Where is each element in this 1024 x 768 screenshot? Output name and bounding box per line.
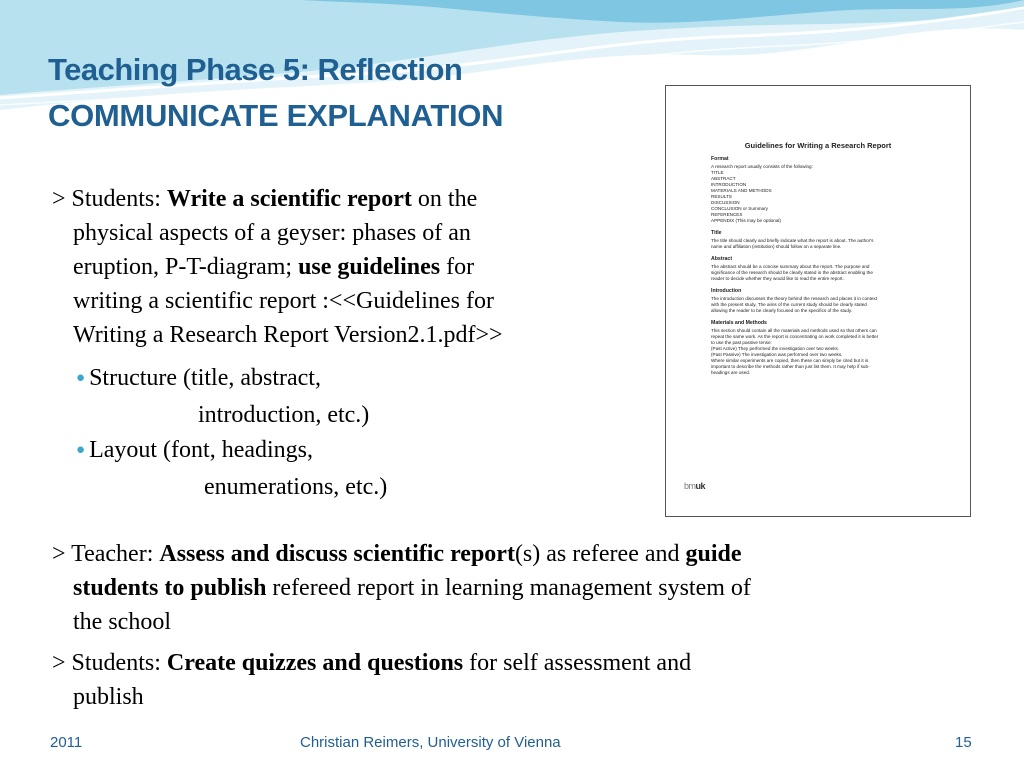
guidelines-document-thumbnail (665, 85, 971, 517)
document-line: RESULTS (711, 194, 732, 199)
document-line: with the present study. The aims of the current study should be clearly stated (711, 302, 867, 307)
document-heading: Materials and Methods (711, 320, 767, 326)
document-line: APPENDIX (This may be optional) (711, 218, 781, 223)
document-heading: Title (711, 230, 722, 236)
document-heading: Format (711, 156, 729, 162)
document-line: headings are used. (711, 370, 751, 375)
document-title: Guidelines for Writing a Research Report (744, 141, 892, 150)
footer-year: 2011 (50, 734, 83, 751)
document-line: REFERENCES (711, 212, 743, 217)
document-line: DISCUSSION (711, 200, 740, 205)
bullet-layout: ● Layout (font, headings, enumerations, etc.) (76, 437, 388, 500)
footer-page-number: 15 (955, 734, 972, 751)
footer-author: Christian Reimers, University of Vienna (300, 734, 561, 751)
document-line: TITLE (711, 170, 724, 175)
document-logo: bmuk (684, 481, 706, 491)
document-line: allowing the reader to be clearly focused on the specifics of the study. (711, 308, 853, 313)
students-report-paragraph: > Students: Write a scientific report on the physical aspects of a geyser: phases of an eruption, P-T-diagram; use guidelines for writing a scientific report :<<Guidelines for Writing a Research Report Version2.1.pdf>> (52, 186, 503, 348)
document-line: This section should contain all the materials and methods used so that others can (711, 328, 877, 333)
bullet-structure: ● Structure (title, abstract, introduction, etc.) (76, 365, 370, 428)
document-line: (Past Passive) The investigation was performed over two weeks. (711, 352, 843, 357)
bullet-icon: ● (76, 442, 86, 458)
document-line: CONCLUSION or Summary (711, 206, 768, 211)
document-line: The introduction discusses the theory behind the research and places it in context (711, 296, 877, 301)
document-line: name and affiliation (institution) should follow on a separate line. (711, 244, 842, 249)
slide-title: Teaching Phase 5: Reflection (48, 52, 463, 87)
document-line: (Past Active) They performed the investigation over two weeks. (711, 346, 840, 351)
slide-subtitle: COMMUNICATE EXPLANATION (48, 98, 504, 133)
document-line: A research report usually consists of the following: (711, 164, 813, 169)
document-line: INTRODUCTION (711, 182, 747, 187)
document-line: Where similar experiments are copied, then these can simply be cited but it is (711, 358, 869, 363)
document-line: MATERIALS AND METHODS (711, 188, 772, 193)
document-line: The abstract should be a concise summary about the report. The purpose and (711, 264, 870, 269)
bullet-icon: ● (76, 370, 86, 386)
document-line: repeat the same work. As the report is concentrating on work completed it is better (711, 334, 879, 339)
document-line: reader to decide whether they would like to read the entire report. (711, 276, 844, 281)
teacher-paragraph: > Teacher: Assess and discuss scientific report(s) as referee and guide students to publish refereed report in learning management system of the school (52, 541, 751, 635)
document-line: significance of the research should be clearly stated in the abstract enabling the (711, 270, 873, 275)
document-line: important to describe the methods rather than just list them. It may help if sub- (711, 364, 870, 369)
document-heading: Abstract (711, 256, 733, 262)
students-quiz-paragraph: > Students: Create quizzes and questions for self assessment and publish (52, 650, 692, 710)
document-line: ABSTRACT (711, 176, 736, 181)
document-line: to use the past passive tense: (711, 340, 772, 345)
document-line: The title should clearly and briefly indicate what the report is about. The author's (711, 238, 874, 243)
document-heading: Introduction (711, 288, 742, 294)
